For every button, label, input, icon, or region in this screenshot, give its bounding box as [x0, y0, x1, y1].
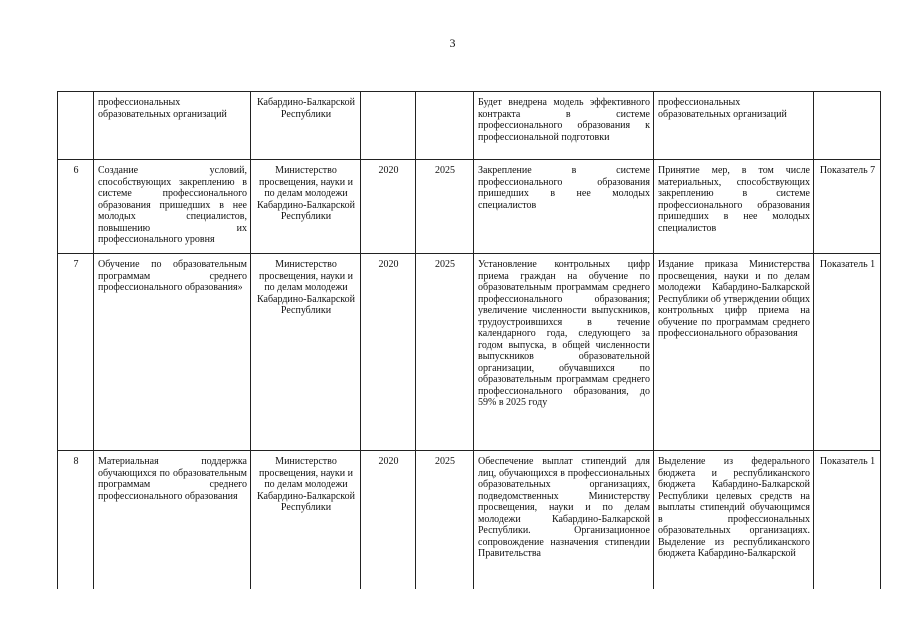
start-year	[361, 92, 416, 160]
end-year	[416, 92, 474, 160]
measure-name: профессиональных образовательных организаций	[94, 92, 251, 160]
consequence: Принятие мер, в том числе материальных, способствующих закреплению в системе профессионального образования пришедших в нее молодых специалистов	[654, 160, 814, 254]
indicator: Показатель 1	[814, 254, 881, 451]
row-number: 6	[58, 160, 94, 254]
page-number: 3	[449, 36, 456, 50]
table-row	[58, 254, 881, 451]
start-year: 2020	[361, 451, 416, 590]
measures-table	[57, 91, 881, 589]
table-row	[58, 92, 881, 160]
measure-name: Обучение по образовательным программам среднего профессионального образования»	[94, 254, 251, 451]
row-number: 7	[58, 254, 94, 451]
measure-name: Создание условий, способствующих закреплению в системе профессионального образования пришедших в нее молодых специалистов, повышению их профессионального уровня	[94, 160, 251, 254]
expected-result: Будет внедрена модель эффективного контракта в системе профессионального образования к профессиональной подготовки	[474, 92, 654, 160]
expected-result: Установление контрольных цифр приема граждан на обучение по образовательным программам среднего профессионального образования; увеличение численности выпускников, трудоустроившихся в течение календарного года, следующего за годом выпуска, в общей численности выпускников образовательной организации, обучавшихся по образовательным программам среднего профессионального образования, до 59% в 2025 году	[474, 254, 654, 451]
table-row	[58, 160, 881, 254]
indicator: Показатель 7	[814, 160, 881, 254]
consequence: Издание приказа Министерства просвещения, науки и по делам молодежи Кабардино-Балкарской Республики об утверждении общих контрольных цифр приема на обучение по программам среднего профессионального образования	[654, 254, 814, 451]
expected-result: Обеспечение выплат стипендий для лиц, обучающихся в профессиональных образовательных организациях, подведомственных Министерству просвещения, науки и по делам молодежи Кабардино-Балкарской Республики. Организационное сопровождение назначения стипендии Правительства	[474, 451, 654, 590]
executor: Министерство просвещения, науки и по делам молодежи Кабардино-Балкарской Республики	[251, 254, 361, 451]
measure-name: Материальная поддержка обучающихся по образовательным программам среднего профессионального образования	[94, 451, 251, 590]
row-number: 8	[58, 451, 94, 590]
row-number	[58, 92, 94, 160]
start-year: 2020	[361, 160, 416, 254]
consequence: профессиональных образовательных организаций	[654, 92, 814, 160]
start-year: 2020	[361, 254, 416, 451]
end-year: 2025	[416, 254, 474, 451]
executor: Кабардино-Балкарской Республики	[251, 92, 361, 160]
end-year: 2025	[416, 160, 474, 254]
table-row	[58, 451, 881, 590]
expected-result: Закрепление в системе профессионального образования пришедших в нее молодых специалистов	[474, 160, 654, 254]
executor: Министерство просвещения, науки и по делам молодежи Кабардино-Балкарской Республики	[251, 160, 361, 254]
end-year: 2025	[416, 451, 474, 590]
indicator	[814, 92, 881, 160]
executor: Министерство просвещения, науки и по делам молодежи Кабардино-Балкарской Республики	[251, 451, 361, 590]
consequence: Выделение из федерального бюджета и республиканского бюджета Кабардино-Балкарской Республики целевых средств на выплаты стипендий обучающимся в профессиональных образовательных организациях. Выделение из республиканского бюджета Кабардино-Балкарской	[654, 451, 814, 590]
indicator: Показатель 1	[814, 451, 881, 590]
